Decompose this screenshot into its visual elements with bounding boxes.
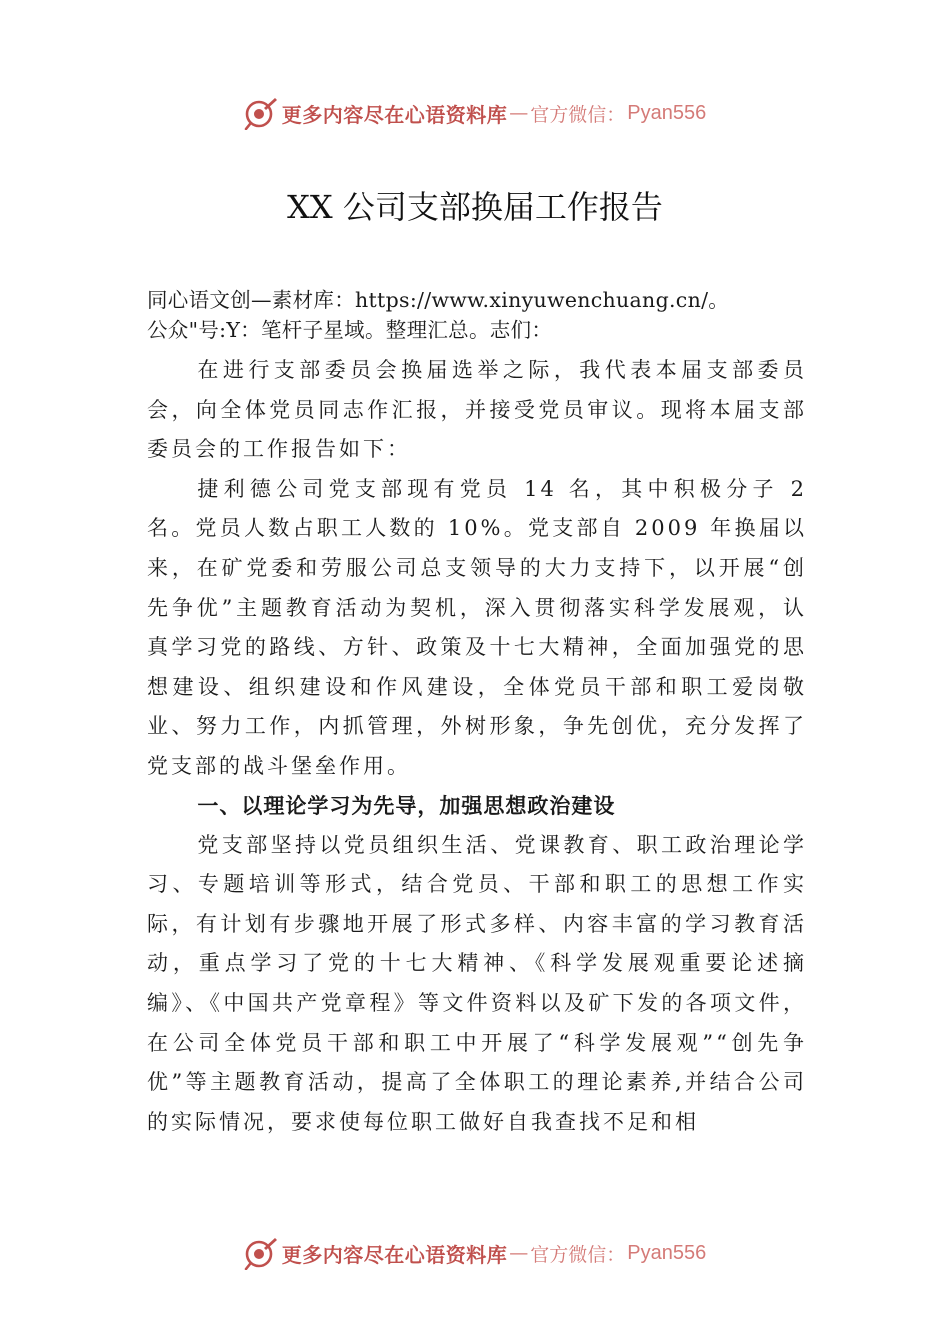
pen-logo-icon [244, 96, 278, 130]
source-line-1: 同心语文创—素材库：https://www.xinyuwenchuang.cn/。 [147, 288, 730, 312]
document-title: XX 公司支部换届工作报告 [287, 188, 663, 226]
watermark-wechat-id: Pyan556 [627, 1241, 707, 1264]
watermark-main-text: 更多内容尽在心语资料库 [281, 1242, 508, 1267]
pen-logo-icon [244, 1236, 278, 1270]
watermark-main-text: 更多内容尽在心语资料库 [281, 102, 508, 127]
footer-watermark [0, 1233, 950, 1273]
watermark-wechat-id: Pyan556 [627, 101, 707, 124]
section-paragraph: 党支部坚持以党员组织生活、党课教育、职工政治理论学习、专题培训等形式，结合党员、干部和职工的思想工作实际，有计划有步骤地开展了形式多样、内容丰富的学习教育活动，重点学习了党的十七大精神、《科学发展观重要论述摘编》、《中国共产党章程》等文件资料以及矿下发的各项文件，在公司全体党员干部和职工中开展了“科学发展观”“创先争优”等主题教育活动，提高了全体职工的理论素养,并结合公司的实际情况，要求使每位职工做好自我查找不足和相 [147, 832, 807, 1134]
source-line-2: 公众"号:Y：笔杆子星域。整理汇总。志们： [147, 318, 553, 342]
overview-paragraph: 捷利德公司党支部现有党员 14 名，其中积极分子 2 名。党员人数占职工人数的 10%。党支部自 2009 年换届以来，在矿党委和劳服公司总支领导的大力支持下，以开展“创先争优”主题教育活动为契机，深入贯彻落实科学发展观，认真学习党的路线、方针、政策及十七大精神，全面加强党的思想建设、组织建设和作风建设，全体党员干部和职工爱岗敬业、努力工作，内抓管理，外树形象，争先创优，充分发挥了党支部的战斗堡垒作用。 [147, 476, 807, 778]
watermark-sub-text: 官方微信： [530, 1243, 626, 1266]
header-watermark [0, 93, 950, 133]
watermark-dash: — [509, 1242, 529, 1264]
watermark-sub-text: 官方微信： [530, 103, 626, 126]
watermark-dash: — [509, 102, 529, 124]
intro-paragraph: 在进行支部委员会换届选举之际，我代表本届支部委员会，向全体党员同志作汇报，并接受党员审议。现将本届支部委员会的工作报告如下： [147, 358, 807, 462]
document-body [147, 285, 807, 1142]
section-heading: 一、以理论学习为先导，加强思想政治建设 [197, 793, 616, 818]
